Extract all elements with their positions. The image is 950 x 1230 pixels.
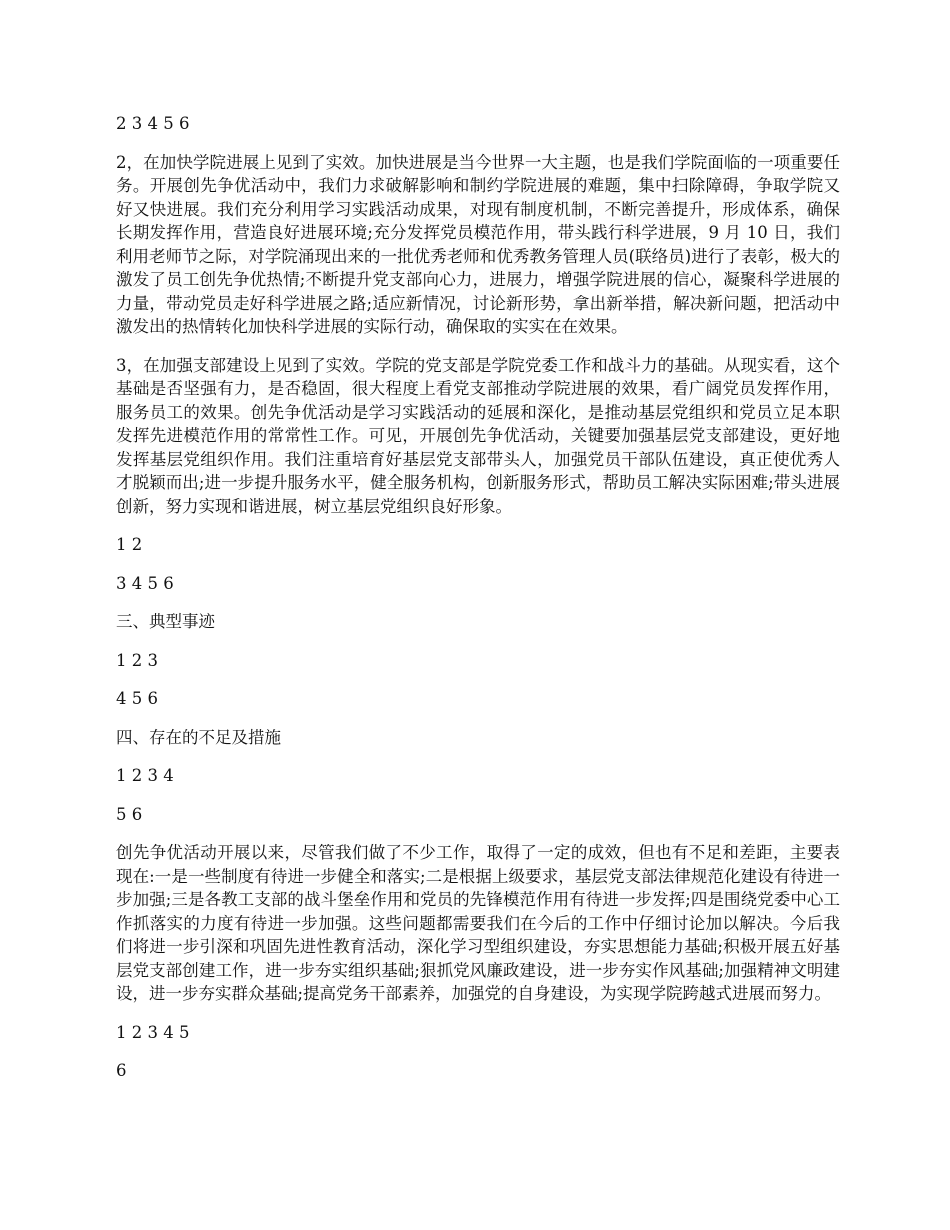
paragraph-shortcomings-measures: 创先争优活动开展以来，尽管我们做了不少工作，取得了一定的成效，但也有不足和差距，主要表现在:一是一些制度有待进一步健全和落实;二是根据上级要求，基层党支部法律规范化建设有待进一步加强;三是各教工支部的战斗堡垒作用和党员的先锋模范作用有待进一步发挥;四是围绕党委中心工作抓落实的力度有待进一步加强。这些问题都需要我们在今后的工作中仔细讨论加以解决。今后我们将进一步引深和巩固先进性教育活动，深化学习型组织建设，夯实思想能力基础;积极开展五好基层党支部创建工作，进一步夯实组织基础;狠抓党风廉政建设，进一步夯实作风基础;加强精神文明建设，进一步夯实群众基础;提高党务干部素养，加强党的自身建设，为实现学院跨越式进展而努力。 bbox=[116, 843, 840, 1003]
page-number-row: 6 bbox=[116, 1061, 127, 1080]
page-number-row: 4 5 6 bbox=[116, 689, 158, 708]
section-heading-shortcomings: 四、存在的不足及措施 bbox=[116, 727, 281, 747]
page-number-row: 1 2 bbox=[116, 535, 143, 554]
page-number-row: 5 6 bbox=[116, 804, 143, 824]
page-number-row: 3 4 5 6 bbox=[116, 573, 174, 593]
page-number-row: 1 2 3 bbox=[116, 650, 158, 670]
section-heading-typical-deeds: 三、典型事迹 bbox=[116, 612, 215, 631]
page-number-row: 2 3 4 5 6 bbox=[116, 114, 190, 133]
paragraph-branch-building: 3，在加强支部建设上见到了实效。学院的党支部是学院党委工作和战斗力的基础。从现实看，这个基础是否坚强有力，是否稳固，很大程度上看党支部推动学院进展的效果，看广阔党员发挥作用，服务员工的效果。创先争优活动是学习实践活动的延展和深化，是推动基层党组织和党员立足本职发挥先进模范作用的常常性工作。可见，开展创先争优活动，关键要加强基层党支部建设，更好地发挥基层党组织作用。我们注重培育好基层党支部带头人，加强党员干部队伍建设，真正使优秀人才脱颖而出;进一步提升服务水平，健全服务机构，创新服务形式，帮助员工解决实际困难;带头进展创新，努力实现和谐进展，树立基层党组织良好形象。 bbox=[116, 355, 840, 516]
paragraph-development-results: 2，在加快学院进展上见到了实效。加快进展是当今世界一大主题，也是我们学院面临的一项重要任务。开展创先争优活动中，我们力求破解影响和制约学院进展的难题，集中扫除障碍，争取学院又好又快进展。我们充分利用学习实践活动成果，对现有制度机制，不断完善提升，形成体系，确保长期发挥作用，营造良好进展环境;充分发挥党员模范作用，带头践行科学进展，9 月 10 日，我们利用老师节之际，对学院涌现出来的一批优秀老师和优秀教务管理人员(联络员)进行了表彰，极大的激发了员工创先争优热情;不断提升党支部向心力，进展力，增强学院进展的信心，凝聚科学进展的力量，带动党员走好科学进展之路;适应新情况，讨论新形势，拿出新举措，解决新问题，把活动中激发出的热情转化加快科学进展的实际行动，确保取的实实在在效果。 bbox=[116, 152, 840, 336]
page-number-row: 1 2 3 4 bbox=[116, 766, 174, 785]
document-page bbox=[116, 112, 840, 1098]
page-number-row: 1 2 3 4 5 bbox=[116, 1022, 190, 1042]
